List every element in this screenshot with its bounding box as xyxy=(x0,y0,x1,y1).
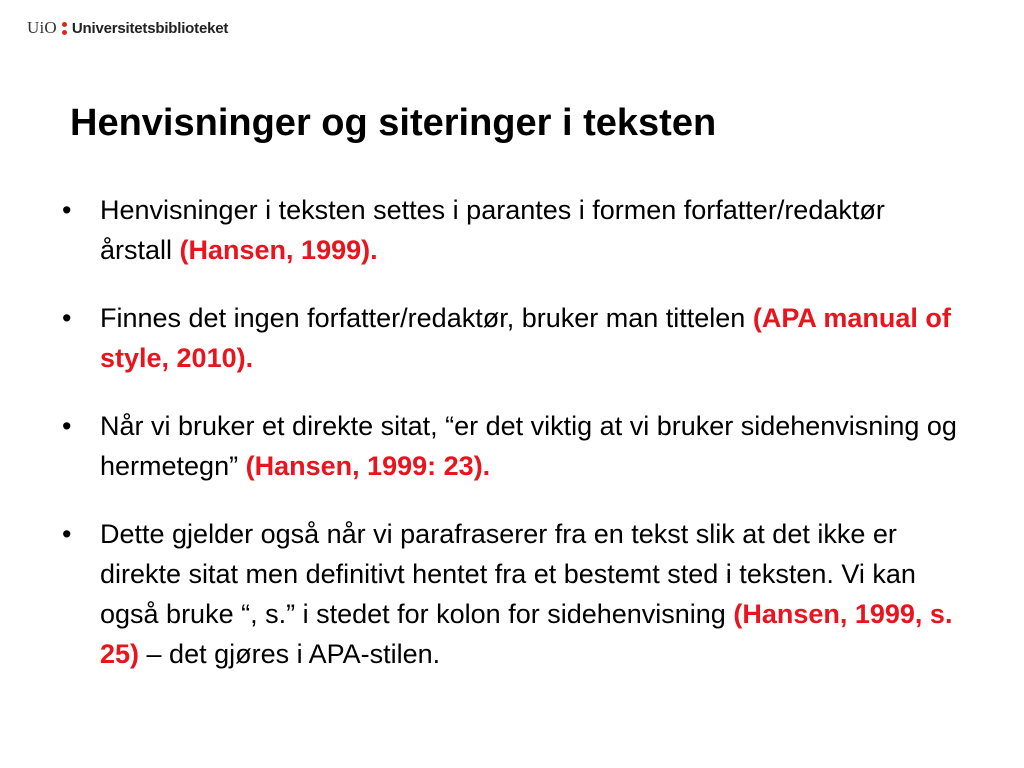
citation-highlight: (Hansen, 1999, s. 25) xyxy=(100,599,953,669)
bullet-item-3 xyxy=(60,406,960,486)
citation-highlight: (APA manual of style, 2010). xyxy=(100,303,951,373)
bullet-icon: • xyxy=(62,411,72,441)
bullet-item-4 xyxy=(60,514,960,674)
bullet-icon: • xyxy=(62,195,72,225)
bullet-icon: • xyxy=(62,303,72,333)
bullet-text: Dette gjelder også når vi parafraserer fra en tekst slik at det ikke er direkte sitat men definitivt hentet fra et bestemt sted i teksten. Vi kan også bruke “, s.” i stedet for kolon for sidehenvisning xyxy=(100,519,916,629)
logo-dots-icon xyxy=(62,22,67,35)
bullet-item-2 xyxy=(60,298,960,378)
uio-logo xyxy=(27,17,228,39)
bullet-text: Finnes det ingen forfatter/redaktør, bruker man tittelen xyxy=(100,303,753,333)
logo-uio-text: UiO xyxy=(27,18,57,37)
bullet-icon: • xyxy=(62,519,72,549)
citation-highlight: (Hansen, 1999). xyxy=(179,235,378,265)
bullet-text: Når vi bruker et direkte sitat, “er det viktig at vi bruker sidehenvisning og hermetegn” xyxy=(100,411,957,481)
bullet-item-1 xyxy=(60,190,960,270)
slide-title: Henvisninger og siteringer i teksten xyxy=(70,102,717,144)
bullet-list xyxy=(60,190,960,702)
bullet-text: Henvisninger i teksten settes i parantes i formen forfatter/redaktør årstall xyxy=(100,195,885,265)
logo-library-name: Universitetsbiblioteket xyxy=(71,19,229,37)
bullet-text-after: – det gjøres i APA-stilen. xyxy=(139,639,441,669)
citation-highlight: (Hansen, 1999: 23). xyxy=(245,451,491,481)
